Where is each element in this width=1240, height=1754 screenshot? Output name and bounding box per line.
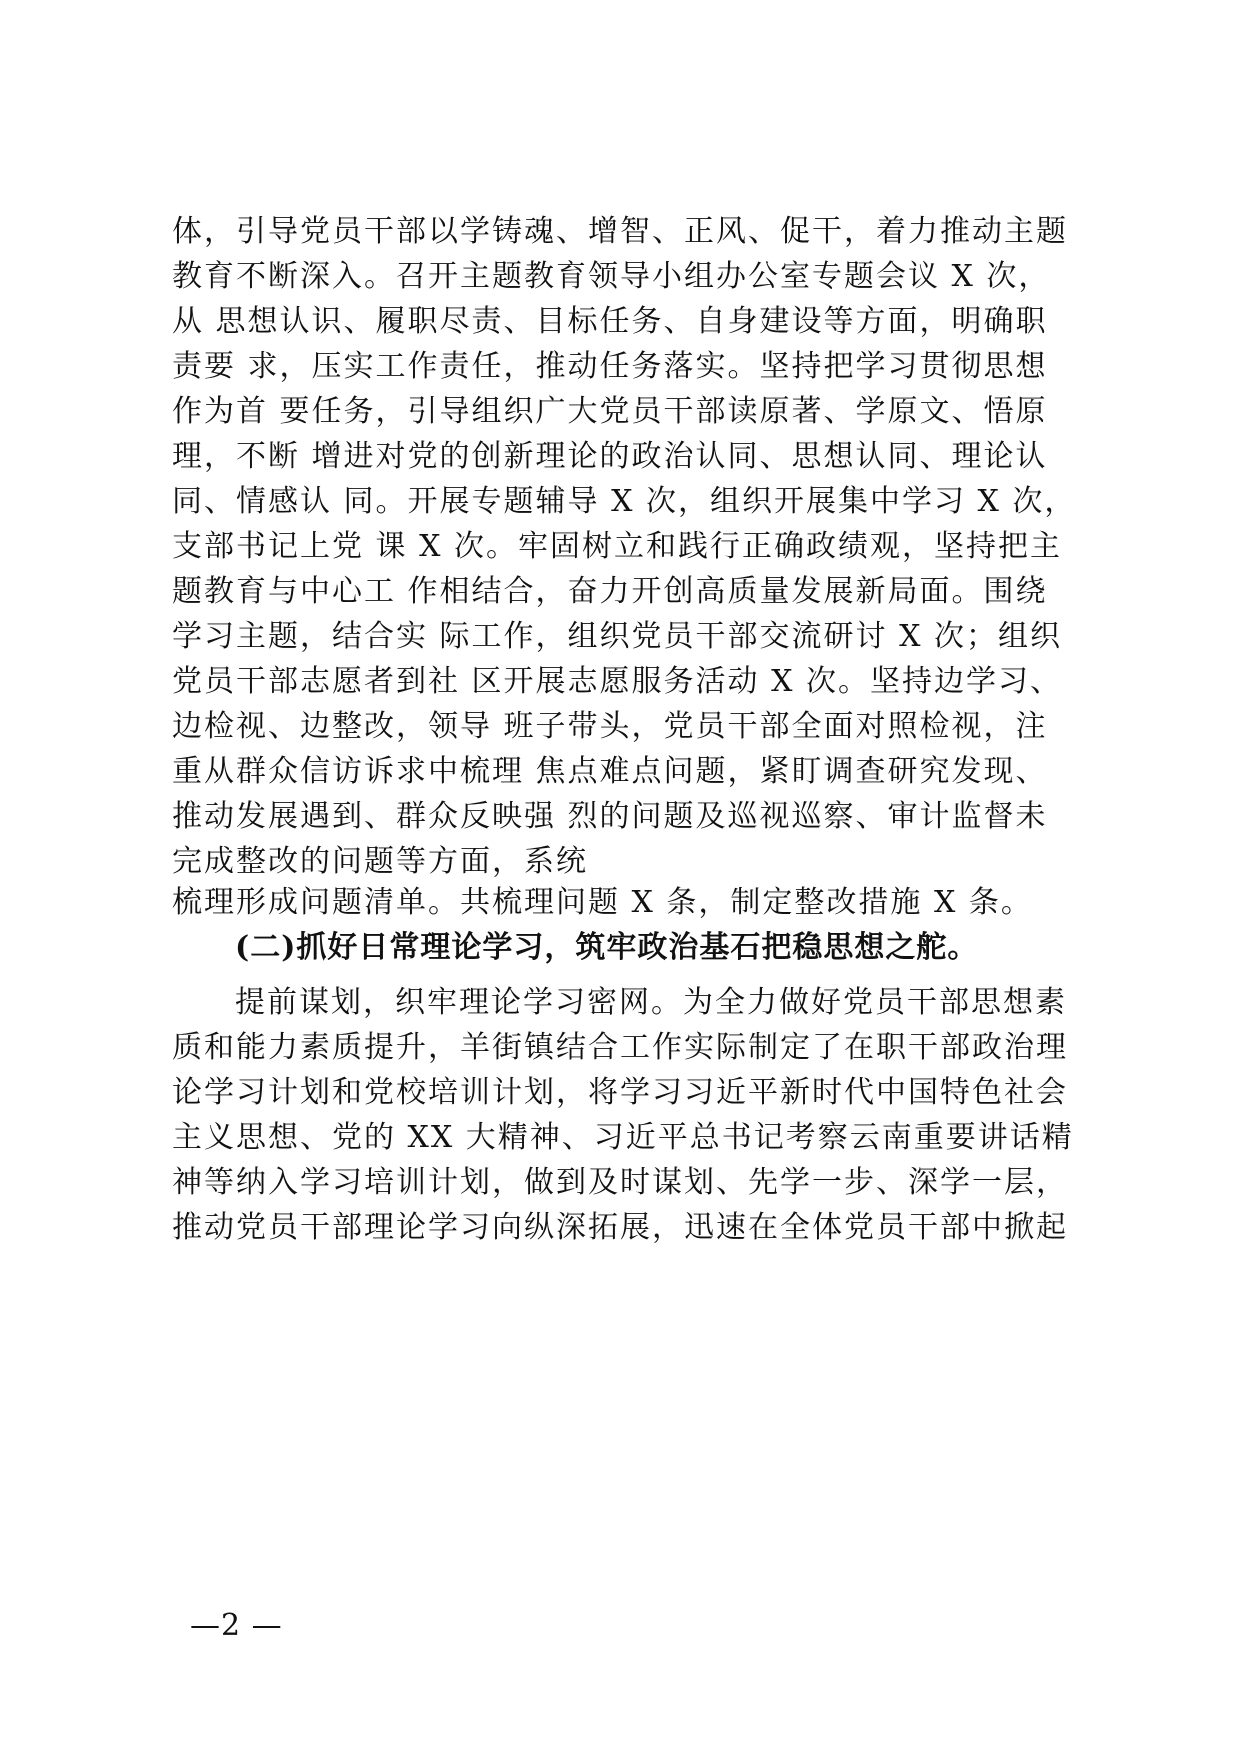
paragraph-line: 神等纳入学习培训计划，做到及时谋划、先学一步、深学一层， — [172, 1165, 1068, 1200]
paragraph-line: 理，不断 增进对党的创新理论的政治认同、思想认同、理论认 — [172, 439, 1048, 474]
paragraph-line: 质和能力素质提升，羊街镇结合工作实际制定了在职干部政治理 — [172, 1030, 1068, 1065]
paragraph-line: 重从群众信访诉求中梳理 焦点难点问题，紧盯调查研究发现、 — [172, 754, 1048, 789]
paragraph-line: 责要 求，压实工作责任，推动任务落实。坚持把学习贯彻思想 — [172, 349, 1048, 384]
paragraph-line: 论学习计划和党校培训计划，将学习习近平新时代中国特色社会 — [172, 1075, 1068, 1110]
paragraph-line: 同、情感认 同。开展专题辅导 X 次，组织开展集中学习 X 次， — [172, 484, 1077, 519]
paragraph-line: 作为首 要任务，引导组织广大党员干部读原著、学原文、悟原 — [172, 394, 1048, 429]
paragraph-line: 梳理形成问题清单。共梳理问题 X 条，制定整改措施 X 条。 — [172, 885, 1033, 920]
paragraph-line: 提前谋划，织牢理论学习密网。为全力做好党员干部思想素 — [235, 985, 1067, 1020]
paragraph-line: 完成整改的问题等方面，系统 — [172, 844, 588, 879]
paragraph-line: 从 思想认识、履职尽责、目标任务、自身建设等方面，明确职 — [172, 304, 1048, 339]
paragraph-line: 体，引导党员干部以学铸魂、增智、正风、促干，着力推动主题 — [172, 214, 1068, 249]
section-heading: (二)抓好日常理论学习，筑牢政治基石把稳思想之舵。 — [235, 930, 979, 965]
paragraph-line: 支部书记上党 课 X 次。牢固树立和践行正确政绩观，坚持把主 — [172, 529, 1062, 564]
page-number: —2 — — [190, 1608, 283, 1643]
paragraph-line: 推动党员干部理论学习向纵深拓展，迅速在全体党员干部中掀起 — [172, 1210, 1068, 1245]
paragraph-line: 学习主题，结合实 际工作，组织党员干部交流研讨 X 次；组织 — [172, 619, 1062, 654]
paragraph-line: 题教育与中心工 作相结合，奋力开创高质量发展新局面。围绕 — [172, 574, 1048, 609]
paragraph-line: 教育不断深入。召开主题教育领导小组办公室专题会议 X 次， — [172, 259, 1051, 294]
paragraph-line: 边检视、边整改，领导 班子带头，党员干部全面对照检视，注 — [172, 709, 1048, 744]
paragraph-line: 党员干部志愿者到社 区开展志愿服务活动 X 次。坚持边学习、 — [172, 664, 1062, 699]
paragraph-line: 推动发展遇到、群众反映强 烈的问题及巡视巡察、审计监督未 — [172, 799, 1048, 834]
paragraph-line: 主义思想、党的 XX 大精神、习近平总书记考察云南重要讲话精 — [172, 1120, 1074, 1155]
